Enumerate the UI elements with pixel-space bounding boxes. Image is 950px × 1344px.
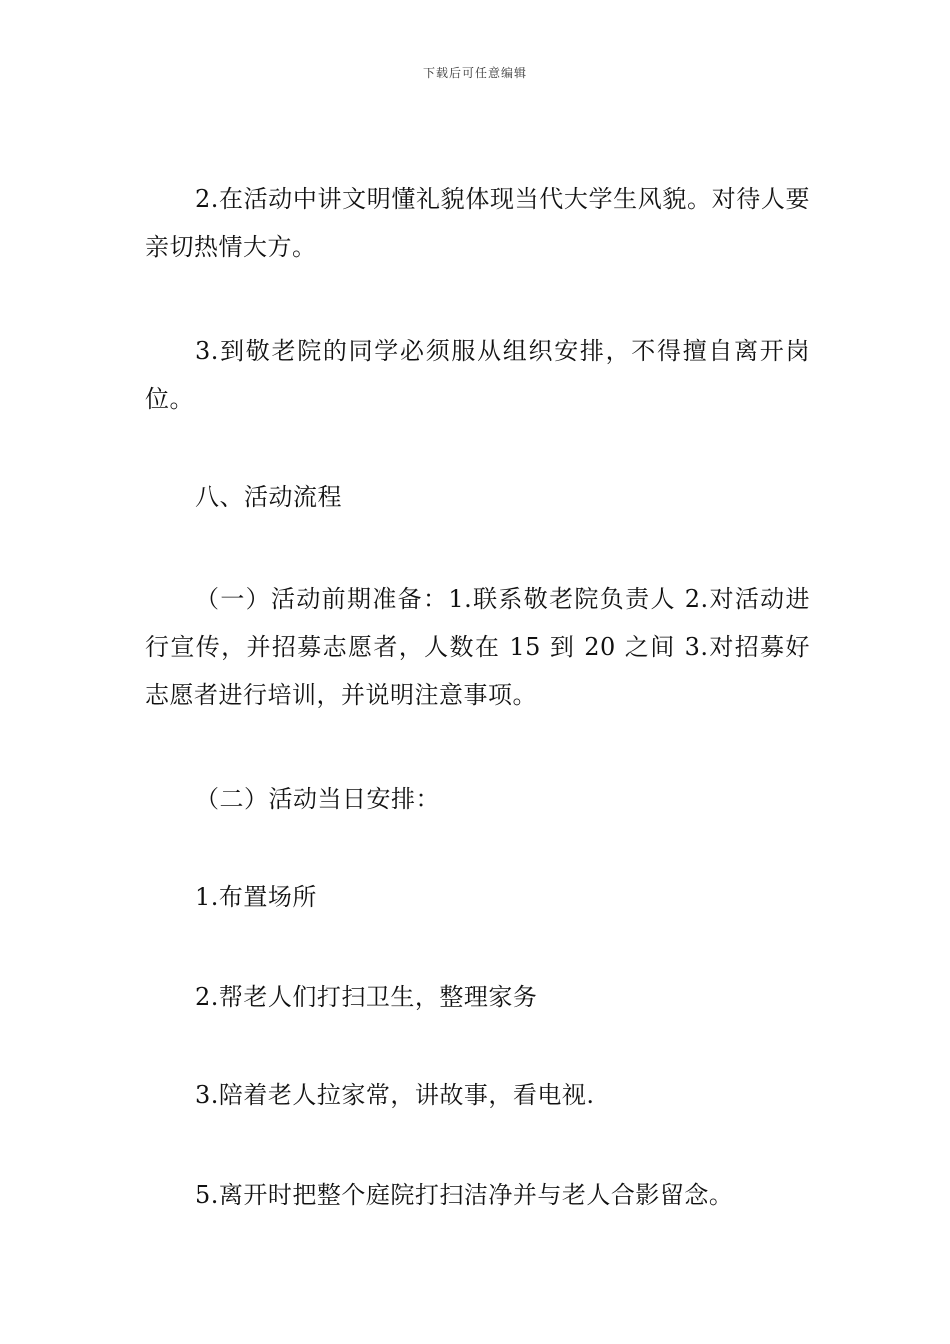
- section-heading: 八、活动流程: [195, 483, 342, 511]
- list-item-3: 3.陪着老人拉家常，讲故事，看电视.: [195, 1081, 595, 1109]
- list-item-5: 5.离开时把整个庭院打扫洁净并与老人合影留念。: [195, 1181, 734, 1209]
- paragraph-item-3: 3.到敬老院的同学必须服从组织安排，不得擅自离开岗位。: [145, 337, 810, 413]
- page-header: 下载后可任意编辑: [422, 66, 527, 80]
- list-item-1: 1.布置场所: [195, 883, 317, 911]
- paragraph-preparation: （一）活动前期准备：1.联系敬老院负责人 2.对活动进行宣传，并招募志愿者，人数在 15 到 20 之间 3.对招募好志愿者进行培训，并说明注意事项。: [145, 585, 810, 709]
- paragraph-item-2: 2.在活动中讲文明懂礼貌体现当代大学生风貌。对待人要亲切热情大方。: [145, 185, 810, 261]
- list-item-2: 2.帮老人们打扫卫生，整理家务: [195, 983, 538, 1011]
- paragraph-day-arrangement: （二）活动当日安排：: [195, 785, 440, 813]
